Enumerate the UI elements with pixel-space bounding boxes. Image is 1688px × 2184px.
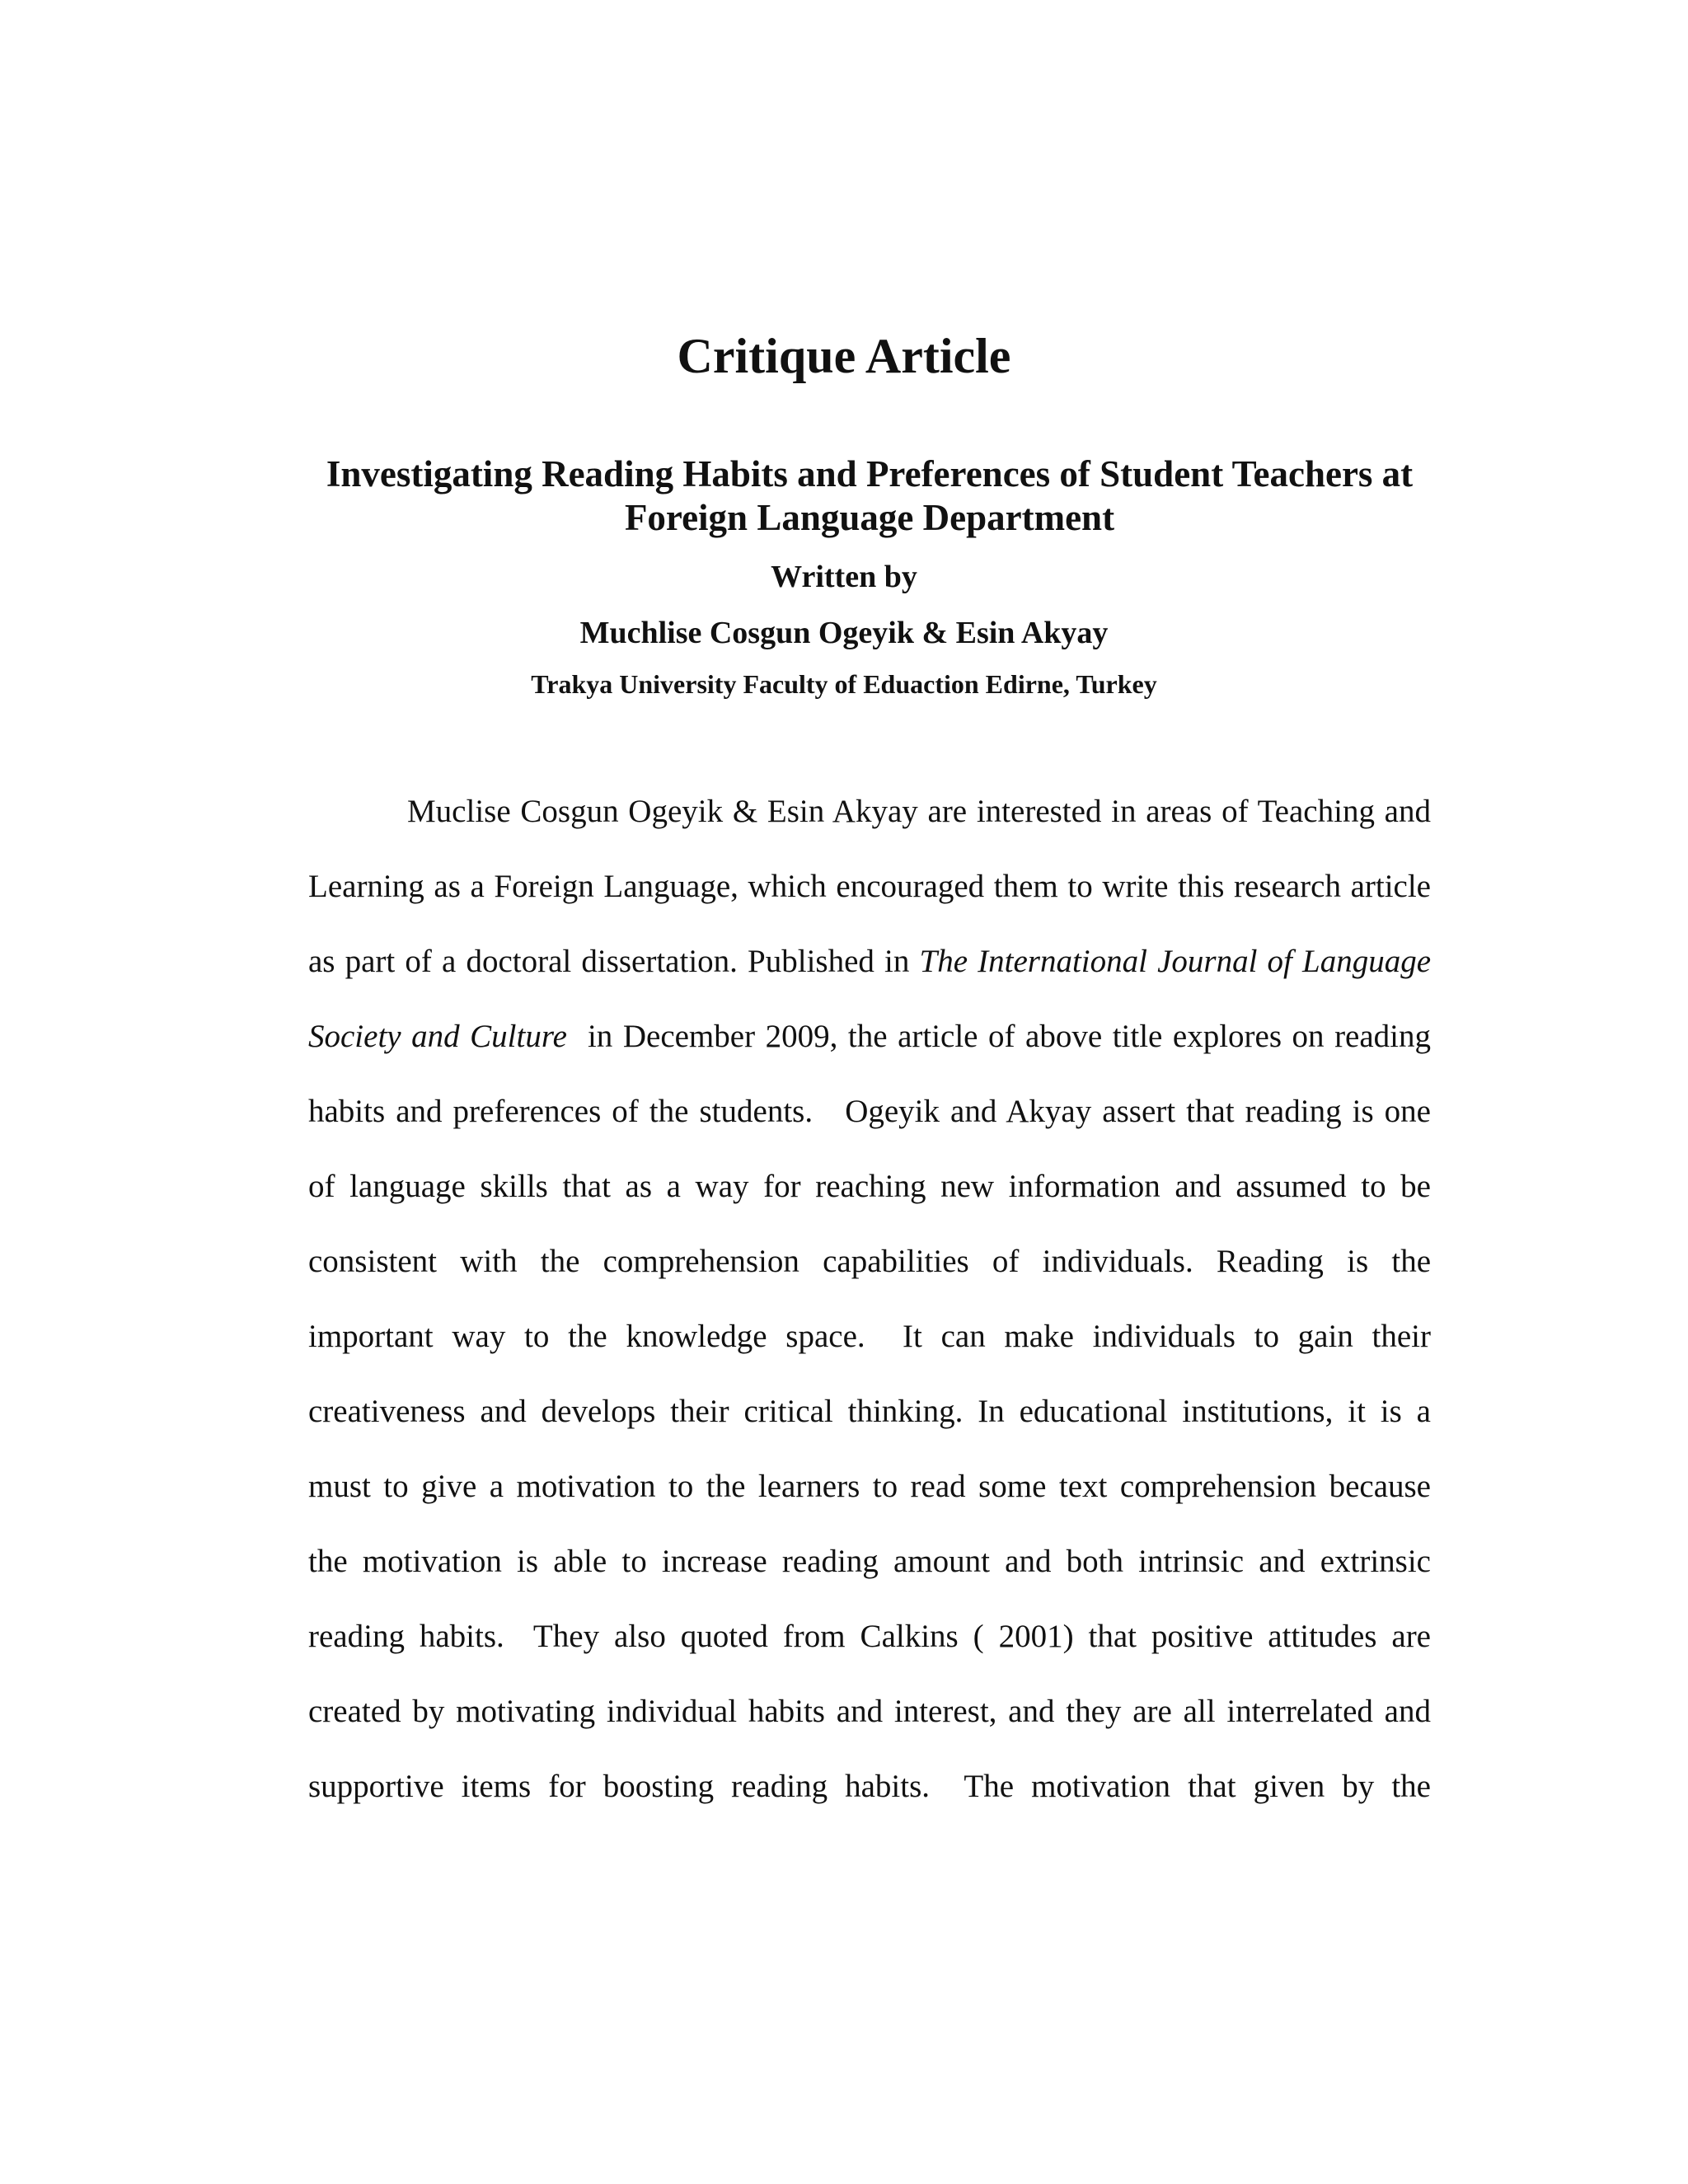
journal-title-italic: The International Journal of Language	[919, 944, 1431, 979]
body-line	[308, 1466, 1431, 1541]
body-text-segment: in December 2009, the article of above title explores on reading	[566, 1019, 1431, 1054]
body-text-segment: of language skills that as a way for reaching new information and assumed to be	[308, 1169, 1431, 1204]
written-by-label: Written by	[771, 560, 917, 594]
journal-title-italic: Society and Culture	[308, 1019, 567, 1054]
body-text-segment: important way to the knowledge space. It can make individuals to gain their	[308, 1319, 1431, 1354]
body-text-segment: created by motivating individual habits and interest, and they are all interrelated and	[308, 1694, 1431, 1729]
body-line	[308, 1316, 1431, 1391]
document-title: Critique Article	[677, 329, 1011, 383]
body-line	[308, 791, 1431, 866]
body-text-segment: reading habits. They also quoted from Calkins ( 2001) that positive attitudes are	[308, 1619, 1431, 1654]
body-text-segment: Muclise Cosgun Ogeyik & Esin Akyay are interested in areas of Teaching and	[407, 794, 1431, 829]
authors: Muchlise Cosgun Ogeyik & Esin Akyay	[579, 616, 1109, 650]
body-line	[308, 1691, 1431, 1766]
body-text-segment: creativeness and develops their critical thinking. In educational institutions, it is a	[308, 1394, 1431, 1429]
body-line	[308, 1766, 1431, 1841]
affiliation: Trakya University Faculty of Eduaction Edirne, Turkey	[531, 669, 1157, 699]
body-line	[308, 1166, 1431, 1241]
body-line	[308, 1091, 1431, 1166]
body-line	[308, 1541, 1431, 1616]
body-text-segment: supportive items for boosting reading habits. The motivation that given by the	[308, 1769, 1431, 1804]
body-line	[308, 1391, 1431, 1466]
body-line	[308, 941, 1431, 1016]
body-text-segment: Learning as a Foreign Language, which encouraged them to write this research article	[308, 869, 1431, 904]
article-title: Investigating Reading Habits and Preferences of Student Teachers at Foreign Language Department	[326, 453, 1414, 538]
body-text-segment: as part of a doctoral dissertation. Published in	[308, 944, 920, 979]
body-line	[308, 866, 1431, 941]
body-line	[308, 1616, 1431, 1691]
body-text-segment: consistent with the comprehension capabilities of individuals. Reading is the	[308, 1244, 1431, 1279]
body-line	[308, 1016, 1431, 1091]
body-paragraph	[308, 791, 1431, 1841]
body-line	[308, 1241, 1431, 1316]
body-text-segment: the motivation is able to increase reading amount and both intrinsic and extrinsic	[308, 1544, 1431, 1579]
body-text-segment: must to give a motivation to the learners to read some text comprehension because	[308, 1469, 1431, 1504]
body-text-segment: habits and preferences of the students. Ogeyik and Akyay assert that reading is one	[308, 1094, 1431, 1129]
